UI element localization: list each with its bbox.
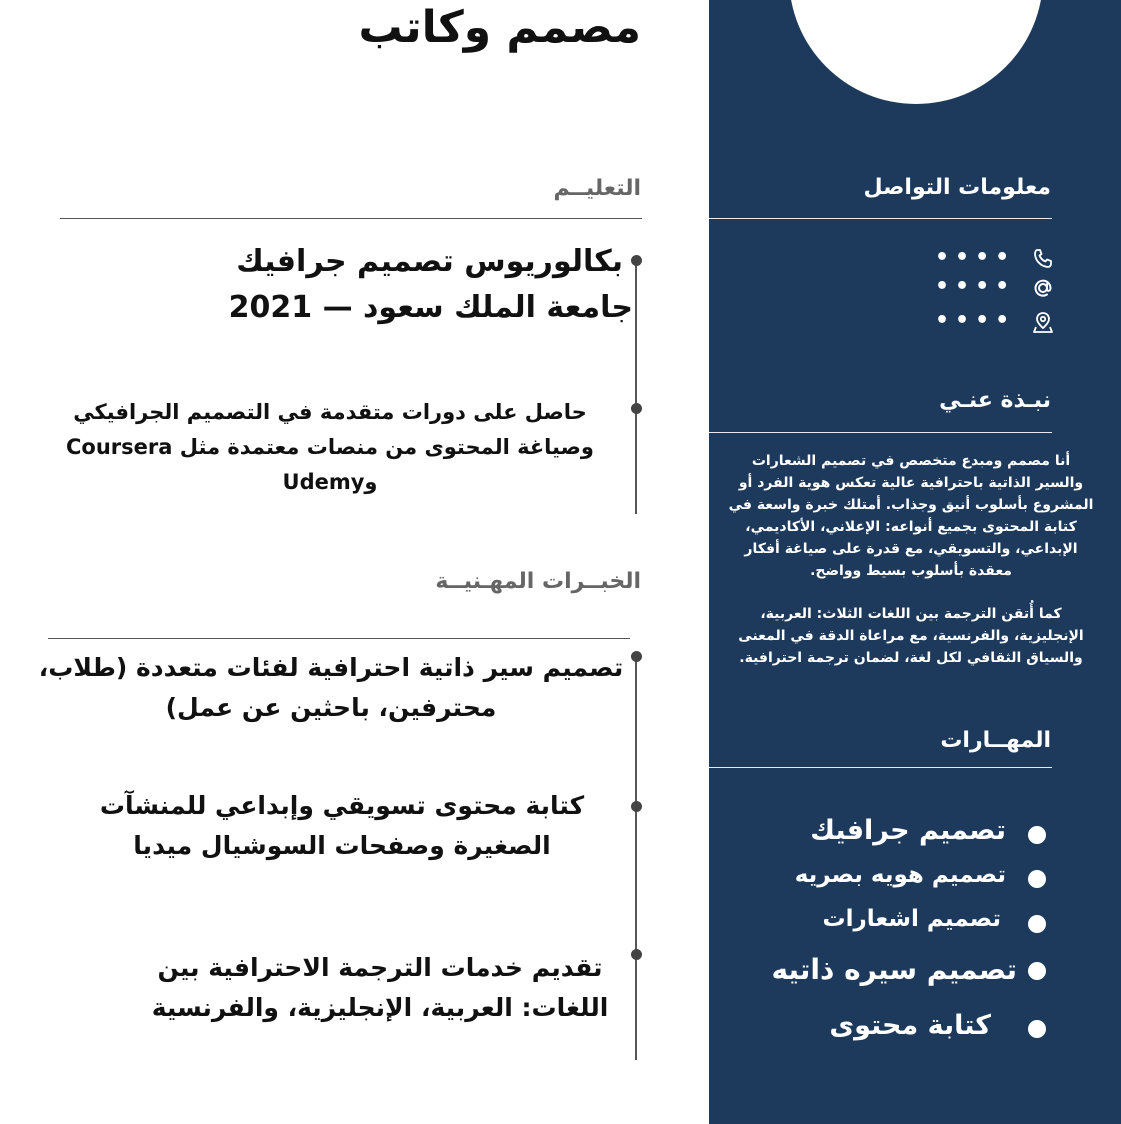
experience-heading: الخبــرات المهـنيــة [435,569,641,594]
contact-heading: معلومات التواصل [863,175,1051,200]
location-pin-icon [1031,310,1055,334]
contact-divider [709,218,1052,219]
education-divider [60,218,642,219]
timeline-dot [631,403,642,414]
timeline-dot [631,949,642,960]
education-school: جامعة الملك سعود — 2021 [228,290,633,325]
skill-bullet [1028,1020,1046,1038]
skills-heading: المهــارات [940,728,1051,753]
skill-item: تصميم سيره ذاتيه [771,953,1017,986]
about-paragraph-2: كما أُتقن الترجمة بين اللغات الثلاث: العربية، الإنجليزية، والفرنسية، مع مراعاة الدقة في المعنى والسياق الثقافي لكل لغة، لضمان ترجمة احترافية. [738,606,1084,666]
education-degree: بكالوريوس تصميم جرافيك [236,244,623,279]
email-value[interactable]: •••• [935,274,1016,299]
experience-item: تصميم سير ذاتية احترافية لفئات متعددة (طلاب، محترفين، باحثين عن عمل) [38,653,624,722]
education-courses: حاصل على دورات متقدمة في التصميم الجرافيكي وصياغة المحتوى من منصات معتمدة مثل Coursera وUdemy [66,400,594,494]
about-paragraph-1: أنا مصمم ومبدع متخصص في تصميم الشعارات والسير الذاتية باحترافية عالية تعكس هوية الفرد أو المشروع بأسلوب أنيق وجذاب. أمتلك خبرة واسعة في كتابة المحتوى بجميع أنواعه: الإعلاني، الأكاديمي، الإبداعي، والتسويقي، مع قدرة على صياغة أفكار معقدة بأسلوب بسيط وواضح. [728,453,1094,579]
skill-item: تصميم اشعارات [822,906,1001,932]
experience-item: كتابة محتوى تسويقي وإبداعي للمنشآت الصغيرة وصفحات السوشيال ميديا [99,791,585,860]
skill-item: كتابة محتوى [829,1010,991,1041]
contact-phone-row [935,247,1055,271]
timeline-dot [631,801,642,812]
education-timeline [635,258,637,514]
skill-bullet [1028,915,1046,933]
location-value[interactable]: •••• [935,308,1016,333]
skill-bullet [1028,826,1046,844]
experience-timeline [635,656,637,1060]
phone-icon [1031,247,1055,271]
at-icon [1031,276,1055,300]
timeline-dot [631,255,642,266]
timeline-dot [631,651,642,662]
skill-item: تصميم جرافيك [810,815,1006,846]
about-divider [709,432,1052,433]
contact-email-row [935,276,1055,300]
experience-item: تقديم خدمات الترجمة الاحترافية بين اللغات: العربية، الإنجليزية، والفرنسية [151,953,609,1022]
skill-bullet [1028,870,1046,888]
skill-item: تصميم هويه بصريه [794,862,1006,888]
contact-location-row [935,310,1055,334]
skills-divider [709,767,1052,768]
skill-bullet [1028,962,1046,980]
experience-divider [48,638,630,639]
about-heading: نبـذة عنـي [939,388,1051,413]
education-heading: التعليــم [553,176,641,201]
page-title: مصمم وكاتب [358,2,641,53]
phone-value[interactable]: •••• [935,245,1016,270]
